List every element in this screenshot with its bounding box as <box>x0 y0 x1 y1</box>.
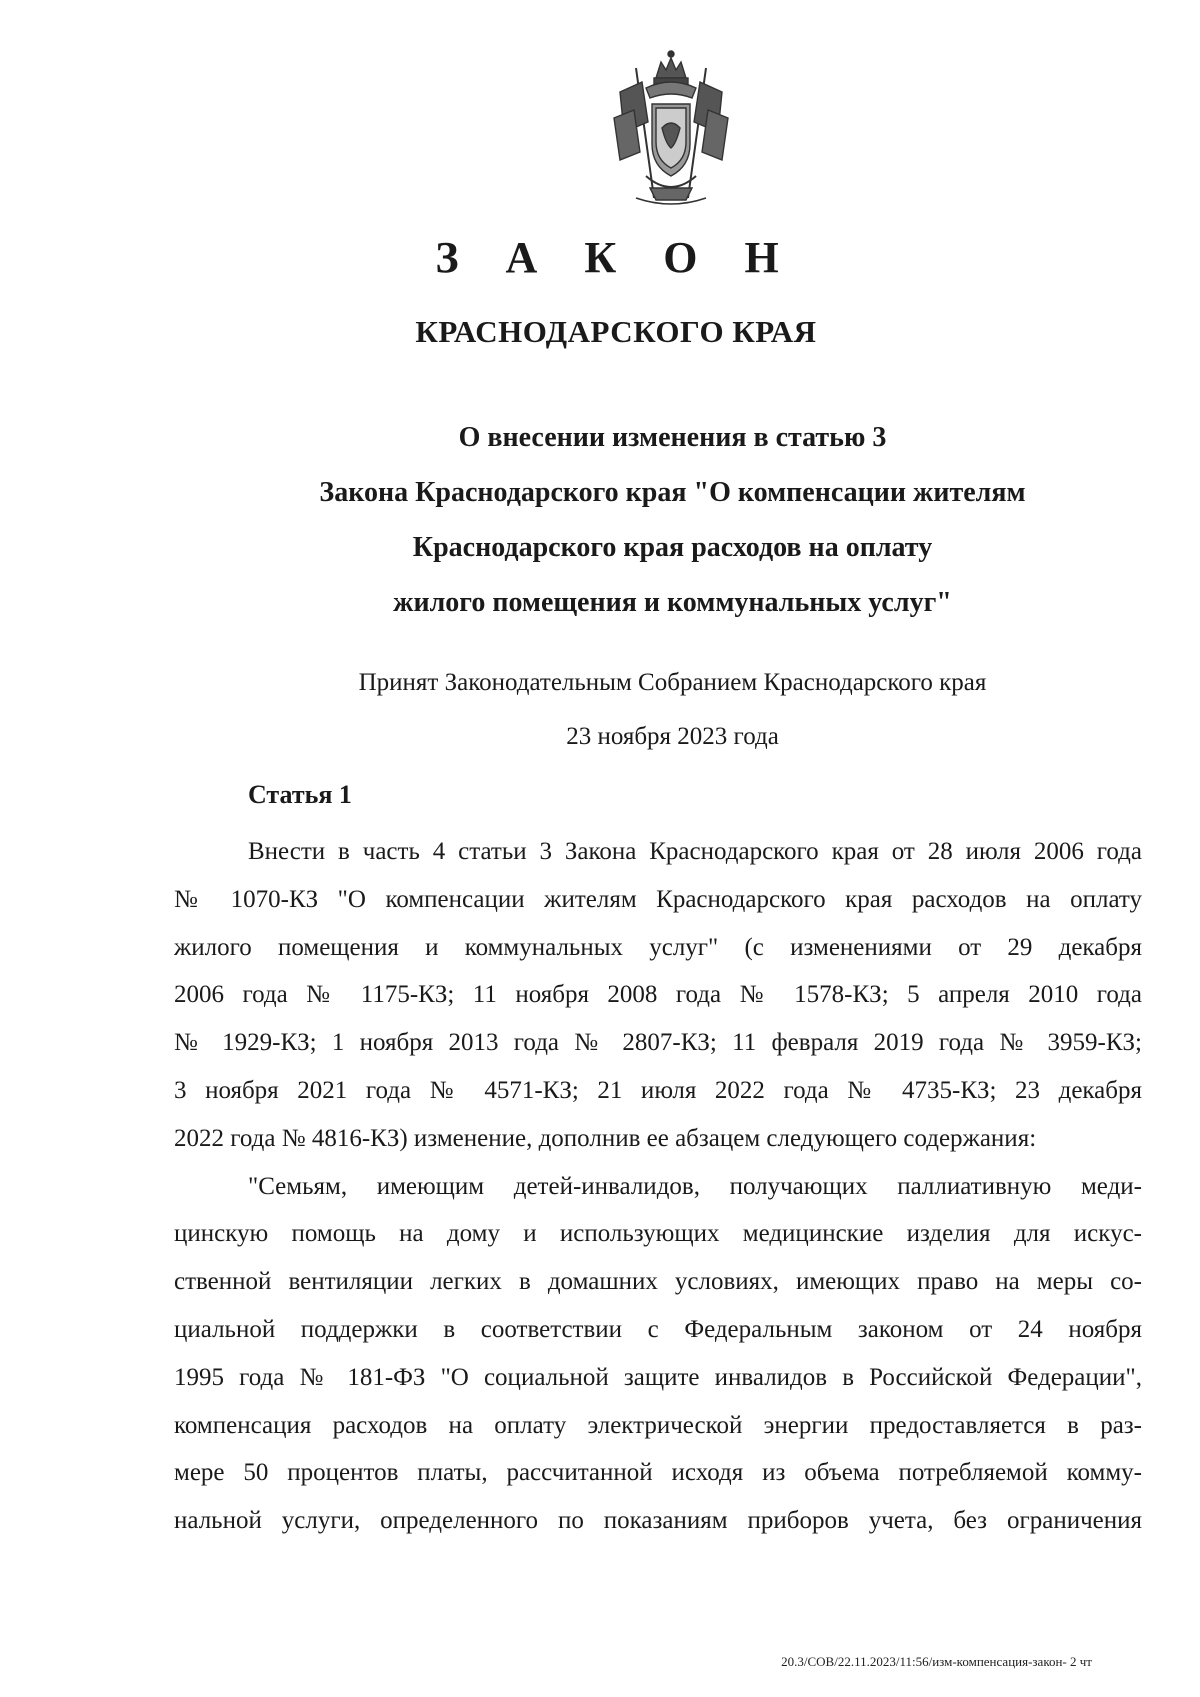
paragraph-line: 1995 года № 181-ФЗ "О социальной защите инвалидов в Российской Федерации", <box>174 1363 1142 1391</box>
paragraph-line: № 1070-КЗ "О компенсации жителям Краснодарского края расходов на оплату <box>174 885 1142 913</box>
paragraph-line: "Семьям, имеющим детей-инвалидов, получающих паллиативную меди- <box>248 1172 1142 1200</box>
paragraph-line: циальной поддержки в соответствии с Федеральным законом от 24 ноября <box>174 1315 1142 1343</box>
adoption-body: Принят Законодательным Собранием Краснодарского края <box>358 669 987 696</box>
adoption-note <box>160 656 1185 764</box>
article-body <box>174 828 1142 1545</box>
paragraph-line: 2006 года № 1175-КЗ; 11 ноября 2008 года № 1578-КЗ; 5 апреля 2010 года <box>174 981 1142 1009</box>
document-code: 20.3/СОВ/22.11.2023/11:56/изм-компенсация-закон- 2 чт <box>781 1654 1092 1669</box>
coat-of-arms-icon <box>606 48 736 210</box>
paragraph-line: Внести в часть 4 статьи 3 Закона Краснодарского края от 28 июля 2006 года <box>248 838 1142 865</box>
law-heading: З А К О Н <box>435 233 797 282</box>
law-title-line: жилого помещения и коммунальных услуг" <box>393 587 952 618</box>
paragraph-line: нальной услуги, определенного по показаниям приборов учета, без ограничения <box>174 1507 1142 1535</box>
law-title-line: Краснодарского края расходов на оплату <box>412 532 933 563</box>
law-title-line: О внесении изменения в статью 3 <box>458 422 887 453</box>
paragraph-line: мере 50 процентов платы, рассчитанной исходя из объема потребляемой комму- <box>174 1459 1142 1487</box>
paragraph-line: компенсация расходов на оплату электрической энергии предоставляется в раз- <box>174 1411 1142 1439</box>
paragraph-line: цинскую помощь на дому и использующих медицинские изделия для искус- <box>174 1220 1142 1248</box>
law-title-line: Закона Краснодарского края "О компенсации жителям <box>319 477 1026 508</box>
article-heading: Статья 1 <box>248 780 352 809</box>
paragraph-line: 3 ноября 2021 года № 4571-КЗ; 21 июля 2022 года № 4735-КЗ; 23 декабря <box>174 1076 1142 1104</box>
law-title <box>160 410 1185 630</box>
paragraph-line: 2022 года № 4816-КЗ) изменение, дополнив ее абзацем следующего содержания: <box>174 1124 1037 1152</box>
region-heading: КРАСНОДАРСКОГО КРАЯ <box>415 314 817 349</box>
adoption-date: 23 ноября 2023 года <box>566 723 779 750</box>
paragraph-line: ственной вентиляции легких в домашних условиях, имеющих право на меры со- <box>174 1268 1142 1296</box>
paragraph-line: жилого помещения и коммунальных услуг" (с изменениями от 29 декабря <box>174 933 1142 961</box>
paragraph-line: № 1929-КЗ; 1 ноября 2013 года № 2807-КЗ; 11 февраля 2019 года № 3959-КЗ; <box>174 1029 1142 1057</box>
